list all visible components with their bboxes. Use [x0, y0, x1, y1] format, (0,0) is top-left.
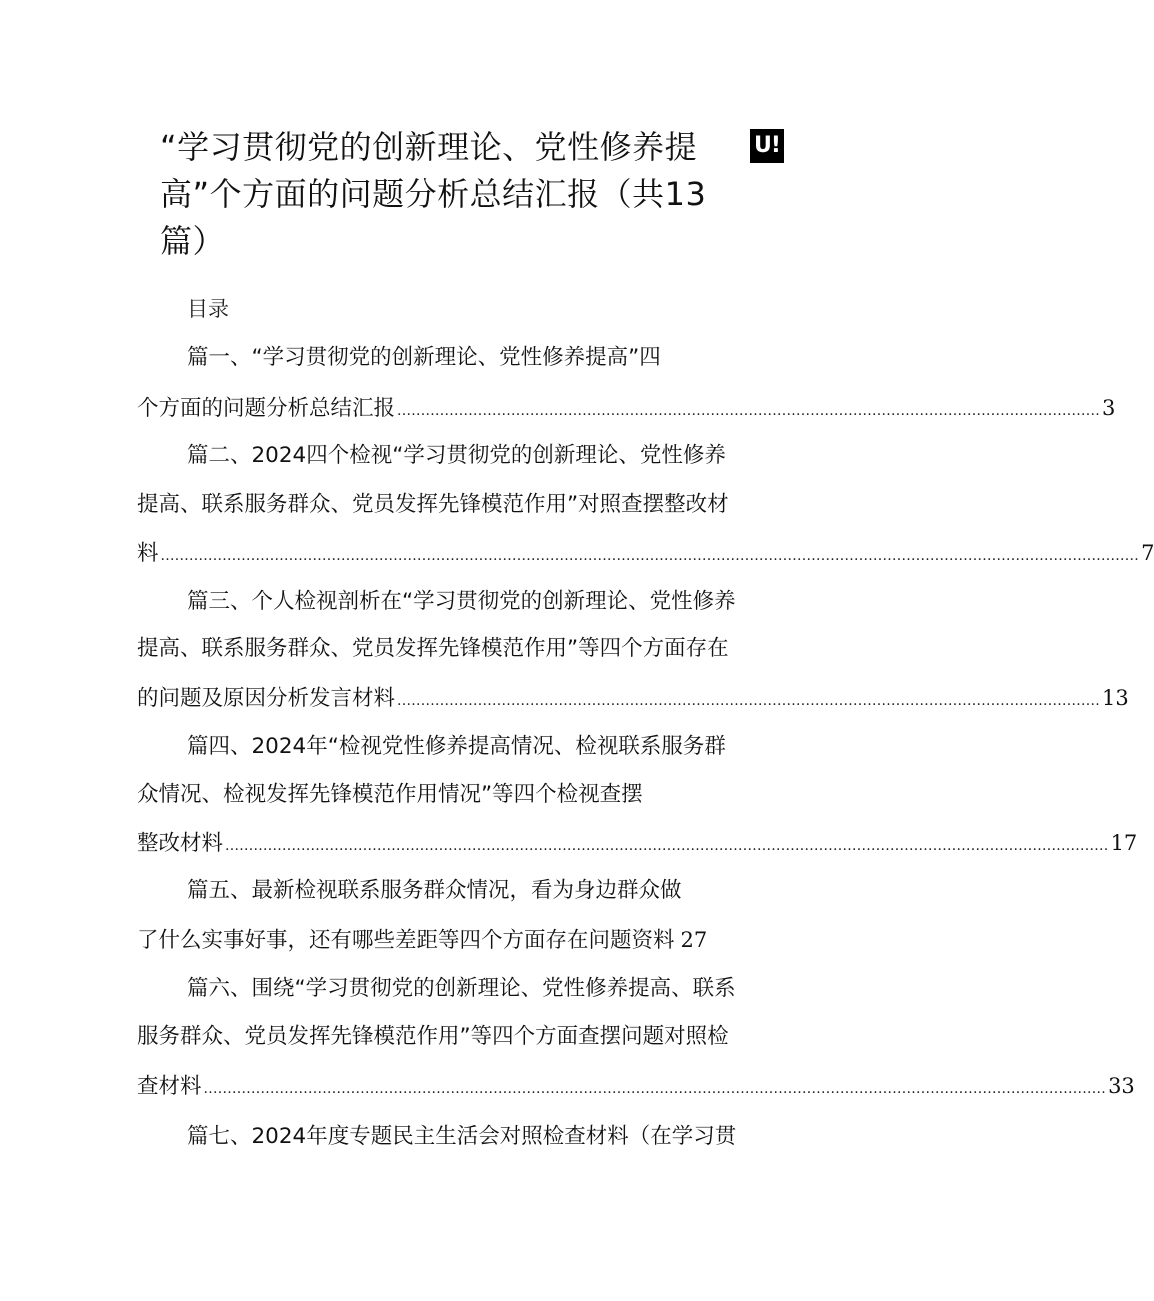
toc-entry-2-last-line: 料	[137, 541, 159, 566]
toc-entry-2-line-1[interactable]: 篇二、2024四个检视“学习贯彻党的创新理论、党性修养	[187, 443, 726, 468]
toc-entry-6-line-2[interactable]: 服务群众、党员发挥先锋模范作用”等四个方面查摆问题对照检	[137, 1024, 729, 1049]
toc-entry-1-line-1[interactable]: 篇一、“学习贯彻党的创新理论、党性修养提高”四	[187, 345, 661, 370]
toc-entry-6-last-line: 查材料	[137, 1074, 202, 1099]
toc-entry-6-page: 33	[1108, 1074, 1135, 1098]
toc-entry-7-line-1[interactable]: 篇七、2024年度专题民主生活会对照检查材料（在学习贯	[187, 1124, 737, 1149]
toc-entry-3-last-line: 的问题及原因分析发言材料	[137, 686, 396, 711]
toc-entry-4-last-line: 整改材料	[137, 831, 224, 856]
toc-entry-2-leader[interactable]	[137, 538, 1154, 568]
dot-leader: ..............................................................................................................................................................................................................	[160, 548, 1140, 564]
logo-badge: U!	[750, 129, 784, 163]
dot-leader: ..............................................................................................................................................................................................	[203, 1081, 1107, 1097]
toc-entry-5-page: 27	[680, 928, 708, 952]
toc-entry-1-leader[interactable]	[137, 393, 1116, 423]
toc-entry-2-page: 7	[1141, 541, 1154, 565]
toc-entry-5-leader[interactable]	[137, 925, 749, 955]
toc-entry-1-last-line: 个方面的问题分析总结汇报	[137, 396, 396, 421]
toc-entry-1-page: 3	[1102, 396, 1116, 420]
toc-entry-2-line-2[interactable]: 提高、联系服务群众、党员发挥先锋模范作用”对照查摆整改材	[137, 492, 729, 517]
toc-entry-6-line-1[interactable]: 篇六、围绕“学习贯彻党的创新理论、党性修养提高、联系	[187, 976, 736, 1001]
toc-entry-3-leader[interactable]	[137, 683, 1129, 713]
dot-leader: ..........................................................................................................................................................................................	[225, 838, 1109, 854]
toc-entry-5-line-1[interactable]: 篇五、最新检视联系服务群众情况，看为身边群众做	[187, 878, 682, 903]
toc-entry-3-line-1[interactable]: 篇三、个人检视剖析在“学习贯彻党的创新理论、党性修养	[187, 589, 736, 614]
toc-entry-4-line-1[interactable]: 篇四、2024年“检视党性修养提高情况、检视联系服务群	[187, 734, 726, 759]
toc-entry-3-line-2[interactable]: 提高、联系服务群众、党员发挥先锋模范作用”等四个方面存在	[137, 636, 729, 661]
document-title: “学习贯彻党的创新理论、党性修养提高”个方面的问题分析总结汇报（共13篇）	[160, 128, 707, 260]
toc-entry-3-page: 13	[1102, 686, 1129, 710]
toc-entry-6-leader[interactable]	[137, 1071, 1135, 1101]
toc-entry-4-line-2[interactable]: 众情况、检视发挥先锋模范作用情况”等四个检视查摆	[137, 782, 643, 807]
toc-entry-4-page: 17	[1110, 831, 1138, 855]
toc-entry-4-leader[interactable]	[137, 828, 1138, 858]
dot-leader: ....................................................................................................................................................	[397, 693, 1101, 709]
toc-entry-5-last-line: 了什么实事好事，还有哪些差距等四个方面存在问题资料	[137, 928, 675, 953]
toc-heading: 目录	[187, 297, 229, 321]
dot-leader: ....................................................................................................................................................	[397, 403, 1101, 419]
